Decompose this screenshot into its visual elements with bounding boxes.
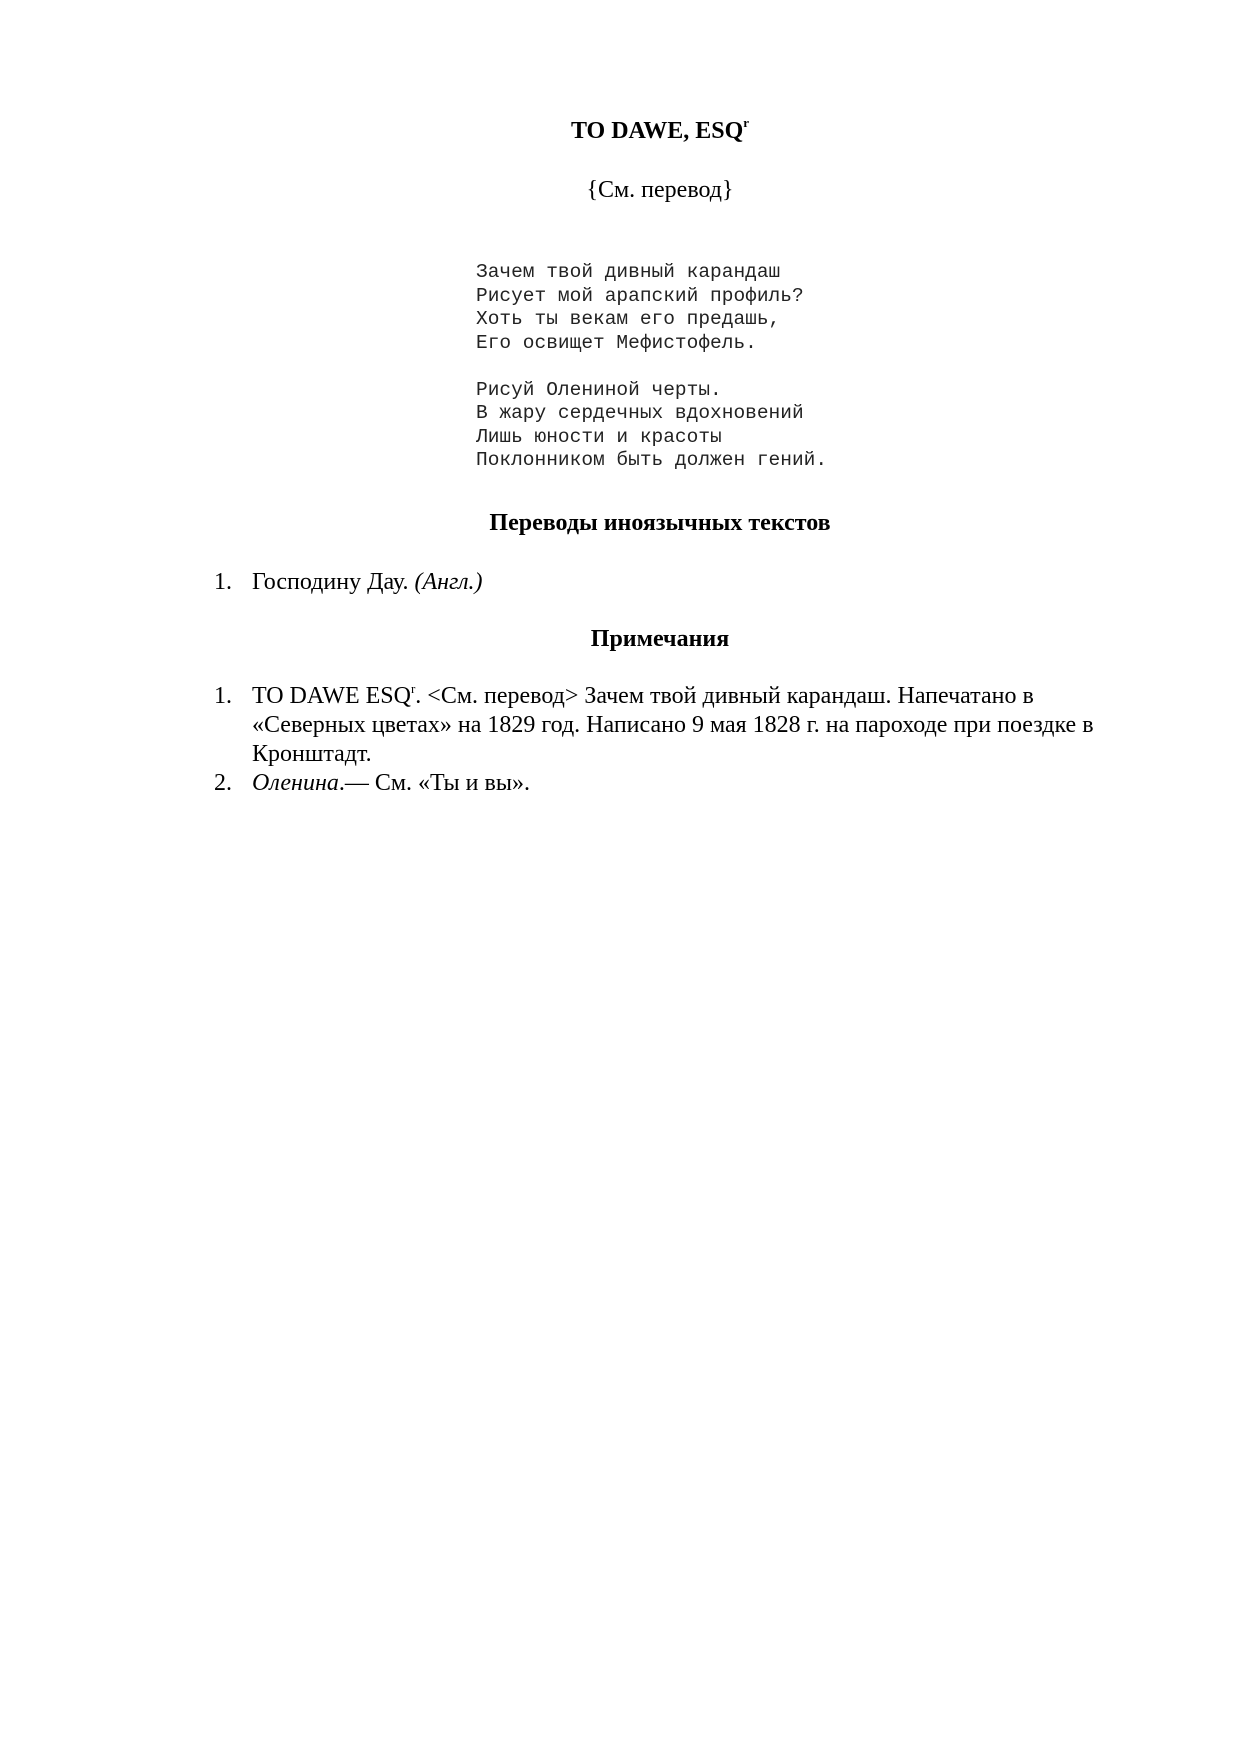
translations-list [214,568,1144,597]
poem-line: Хоть ты векам его предашь, [476,308,781,330]
poem-title [0,116,1241,146]
poem-title-superscript: r [743,115,750,130]
translations-heading: Переводы иноязычных текстов [489,510,831,536]
poem-title-text: TO DAWE, ESQ [570,118,744,144]
poem-line: Лишь юности и красоты [476,425,722,448]
poem-line: Поклонником быть должен гений. [476,449,828,471]
poem-line: В жару сердечных вдохновений [476,402,804,424]
note-name: Оленина [252,770,339,796]
list-item [214,769,1144,798]
poem-line: Рисует мой арапский профиль? [476,284,804,307]
list-item-number: 1. [214,683,232,709]
note-text: . <См. перевод> Зачем твой дивный карандаш. Напечатано в «Северных цветах» на 1829 год. Написано 9 мая 1828 г. на пароходе при поездке в Кронштадт. [252,683,1094,767]
poem-line: Зачем твой дивный карандаш [476,261,781,283]
note-text: .— См. «Ты и вы». [338,770,530,796]
list-item [214,682,1144,769]
notes-list [214,682,1144,798]
translation-text: Господину Дау. [252,569,415,595]
poem-stanza-2 [476,379,827,473]
note-title-superscript: r [410,681,416,696]
poem-subtitle: {См. перевод} [586,177,734,203]
list-item-number: 2. [214,770,232,796]
list-item-number: 1. [214,569,232,595]
note-title: TO DAWE ESQ [252,683,411,709]
poem-line: Рисуй Олениной черты. [476,378,722,401]
poem-stanza-1 [476,261,827,355]
list-item [214,568,1144,597]
poem-line: Его освищет Мефистофель. [476,331,757,354]
notes-heading: Примечания [590,626,730,652]
poem-text [476,261,827,496]
translation-language: (Англ.) [414,569,483,595]
